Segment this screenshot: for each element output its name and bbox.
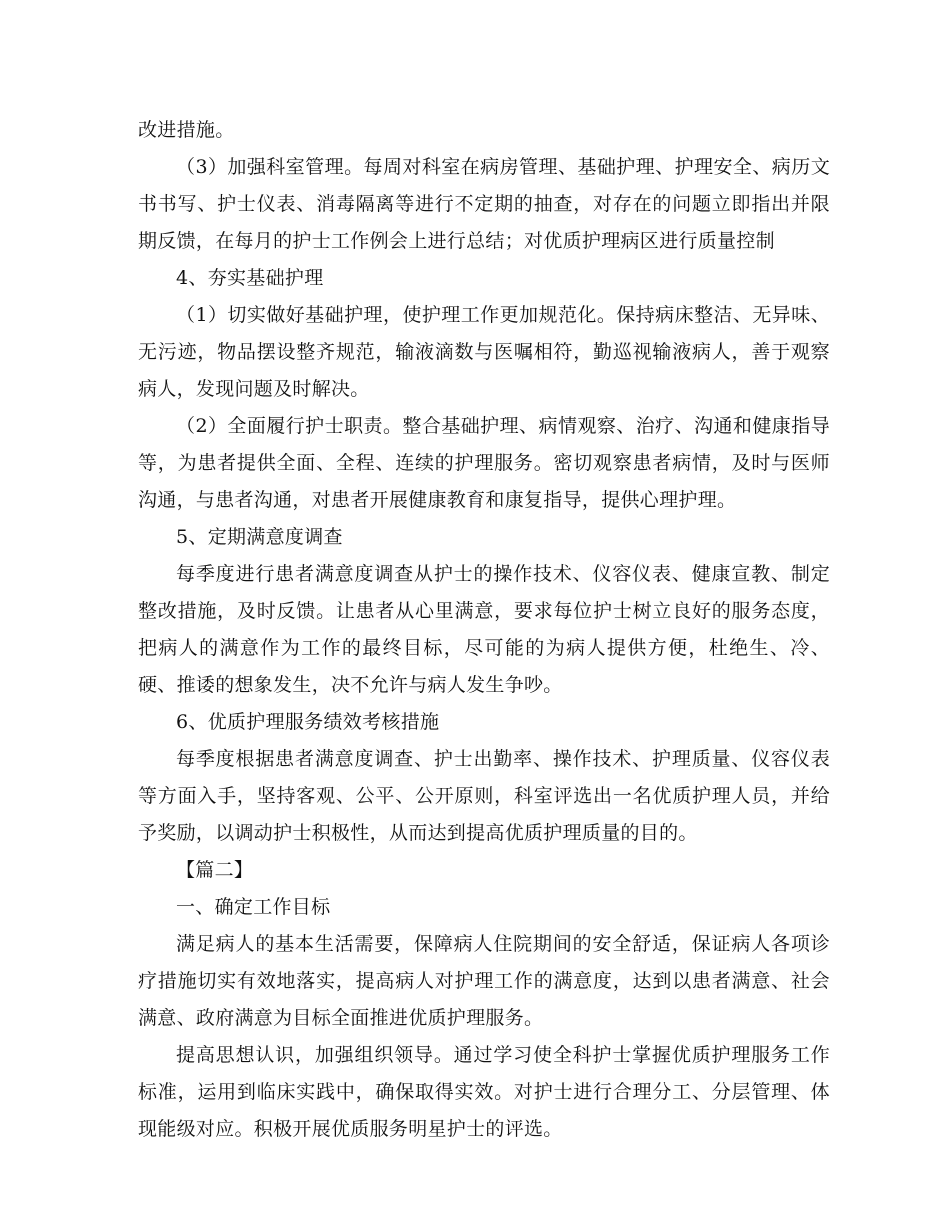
paragraph-work-goals: 满足病人的基本生活需要，保障病人住院期间的安全舒适，保证病人各项诊疗措施切实有效地落实，提高病人对护理工作的满意度，达到以患者满意、社会满意、政府满意为目标全面推进优质护理服务。 bbox=[138, 933, 830, 1029]
section-heading-basic-care: 4、夯实基础护理 bbox=[176, 267, 324, 289]
paragraph-nurse-duties: （2）全面履行护士职责。整合基础护理、病情观察、治疗、沟通和健康指导等，为患者提供全面、全程、连续的护理服务。密切观察患者病情，及时与医师沟通，与患者沟通，对患者开展健康教育和康复指导，提供心理护理。 bbox=[138, 415, 830, 511]
chapter-heading-part-two: 【篇二】 bbox=[176, 859, 254, 881]
paragraph-leadership: 提高思想认识，加强组织领导。通过学习使全科护士掌握优质护理服务工作标准，运用到临床实践中，确保取得实效。对护士进行合理分工、分层管理、体现能级对应。积极开展优质服务明星护士的评选。 bbox=[138, 1044, 830, 1140]
paragraph-ward-management: （3）加强科室管理。每周对科室在病房管理、基础护理、护理安全、病历文书书写、护士仪表、消毒隔离等进行不定期的抽查，对存在的问题立即指出并限期反馈，在每月的护士工作例会上进行总结；对优质护理病区进行质量控制 bbox=[138, 156, 830, 252]
paragraph-basic-care-1: （1）切实做好基础护理，使护理工作更加规范化。保持病床整洁、无异味、无污迹，物品摆设整齐规范，输液滴数与医嘱相符，勤巡视输液病人，善于观察病人，发现问题及时解决。 bbox=[138, 304, 830, 400]
section-heading-work-goals: 一、确定工作目标 bbox=[176, 896, 331, 918]
paragraph-continuation: 改进措施。 bbox=[138, 119, 235, 141]
paragraph-performance-assessment: 每季度根据患者满意度调查、护士出勤率、操作技术、护理质量、仪容仪表等方面入手，坚持客观、公平、公开原则，科室评选出一名优质护理人员，并给予奖励，以调动护士积极性，从而达到提高优质护理质量的目的。 bbox=[138, 748, 830, 844]
section-heading-satisfaction-survey: 5、定期满意度调查 bbox=[176, 526, 343, 548]
section-heading-performance-assessment: 6、优质护理服务绩效考核措施 bbox=[176, 711, 440, 733]
paragraph-satisfaction-survey: 每季度进行患者满意度调查从护士的操作技术、仪容仪表、健康宣教、制定整改措施，及时反馈。让患者从心里满意，要求每位护士树立良好的服务态度，把病人的满意作为工作的最终目标，尽可能的为病人提供方便，杜绝生、冷、硬、推诿的想象发生，决不允许与病人发生争吵。 bbox=[138, 563, 830, 696]
